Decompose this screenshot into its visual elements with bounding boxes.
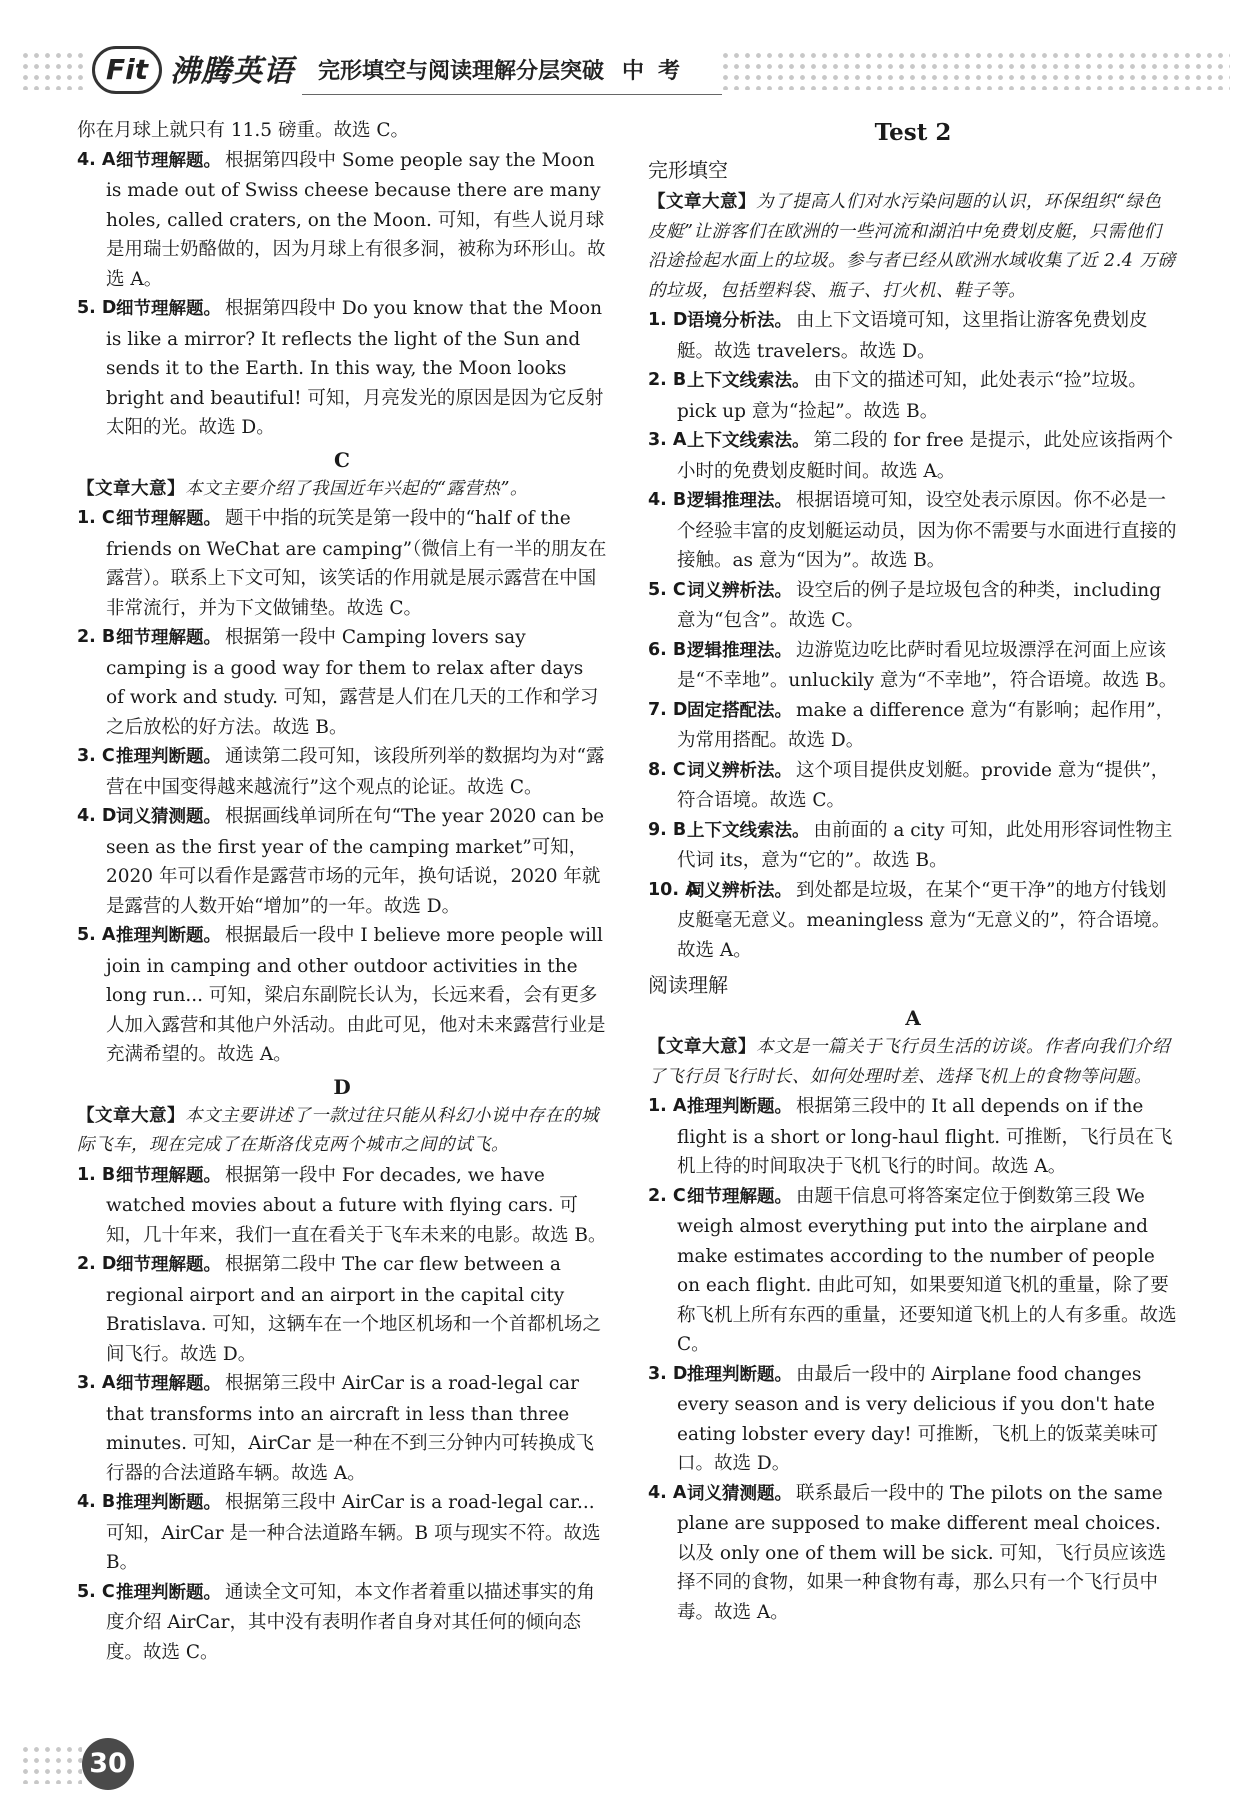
answer-method: 推理判断题。 [116,1582,221,1603]
brand-name: 沸腾英语 [170,54,294,89]
answer-method: 逻辑推理法。 [687,640,792,661]
answer-item [77,146,607,295]
answer-method: 细节理解题。 [116,1374,221,1394]
answer-item [648,816,1178,876]
answer-number: 4. B [77,1492,116,1512]
answer-number: 1. C [77,508,115,528]
answer-item [77,1369,607,1488]
answer-number: 9. B [648,819,687,840]
answer-method: 词义辨析法。 [687,880,792,901]
answer-number: 4. A [77,149,116,170]
answer-number: 2. D [77,1254,117,1274]
answer-item [648,696,1178,756]
answer-number: 3. A [77,1373,116,1393]
answer-method: 推理判断题。 [116,747,221,767]
right-column [648,116,1178,1706]
answer-method: 细节理解题。 [116,628,221,648]
answer-item [77,1250,607,1369]
answer-explanation: 联系最后一段中的 The pilots on the same plane are supposed to make different meal choices. 以及 only one of them will be sick. 可知，飞行员应该选择不同的食物，如果一种食物有毒，那么只有一个飞行员中毒。故选 A。 [677,1482,1167,1623]
answer-item [648,306,1178,366]
header-rule [302,94,722,95]
answer-item [648,756,1178,816]
cloze-answers [648,306,1178,965]
answer-method: 推理判断题。 [687,1364,792,1385]
answer-explanation: make a difference 意为“有影响；起作用”，为常用搭配。故选 D。 [677,699,1175,751]
answer-explanation: 根据第一段中 Camping lovers say camping is a good way for them to relax after days of work and study. 可知，露营是人们在几天的工作和学习之后放松的好方法。故选 B。 [106,627,599,738]
section-a-heading: A [905,1006,921,1030]
answer-item [648,1479,1178,1628]
answer-item [77,294,607,443]
answer-number: 10. A [648,879,699,900]
answer-number: 5. C [77,1581,115,1602]
answer-number: 4. A [648,1482,687,1503]
answer-number: 3. C [77,746,115,766]
answer-number: 1. D [648,310,688,330]
reading-a-summary: 【文章大意】本文是一篇关于飞行员生活的访谈。作者向我们介绍了飞行员飞行时长、如何处理时差、选择飞机上的食物等问题。 [648,1037,1170,1087]
answer-item [77,802,607,921]
answer-explanation: 通读全文可知，本文作者着重以描述事实的角度介绍 AirCar，其中没有表明作者自身对其任何的倾向态度。故选 C。 [106,1581,596,1663]
answer-method: 词义猜测题。 [687,1483,792,1504]
test-title: Test 2 [874,119,952,146]
cloze-summary: 【文章大意】为了提高人们对水污染问题的认识，环保组织“绿色皮艇”让游客们在欧洲的一些河流和湖泊中免费划皮艇，只需他们沿途捡起水面上的垃圾。参与者已经从欧洲水域收集了近 2.4 万磅的垃圾，包括塑料袋、瓶子、打火机、鞋子等。 [648,192,1176,301]
answer-number: 1. B [77,1164,116,1185]
answer-method: 细节理解题。 [116,150,221,171]
answer-item [648,636,1178,696]
book-level: 中考 [622,59,695,84]
book-subtitle [318,56,694,88]
reading-a-answers [648,1092,1178,1627]
section-c-answers [77,504,607,1070]
footer-dot-pattern [20,1744,82,1784]
answer-number: 2. B [648,370,687,390]
answer-explanation: 由上下文语境可知，这里指让游客免费划皮艇。故选 travelers。故选 D。 [677,310,1148,362]
cloze-part-title: 完形填空 [648,158,728,182]
answer-method: 上下文线索法。 [687,431,810,451]
answer-explanation: 由最后一段中的 Airplane food changes every season and is very delicious if you don't hate eating lobster every day! 可推断，飞机上的饭菜美味可口。故选 D。 [677,1363,1159,1474]
answer-explanation: 根据最后一段中 I believe more people will join in camping and other outdoor activities in the long run... 可知，梁启东副院长认为，长远来看，会有更多人加入露营和其他户外活动。由此可见，他对未来露营行业是充满希望的。故选 A。 [106,925,606,1065]
answer-explanation: 到处都是垃圾，在某个“更干净”的地方付钱划皮艇毫无意义。meaningless 意为“无意义的”，符合语境。故选 A。 [677,879,1171,961]
page-number: 30 [82,1738,134,1790]
answer-explanation: 根据语境可知，设空处表示原因。你不必是一个经验丰富的皮划艇运动员，因为你不需要与水面进行直接的接触。as 意为“因为”。故选 B。 [677,490,1177,571]
answer-number: 4. D [77,806,117,826]
answer-explanation: 通读第二段可知，该段所列举的数据均为对“露营在中国变得越来越流行”这个观点的论证。故选 C。 [106,746,605,798]
answer-method: 推理判断题。 [687,1097,792,1117]
answer-number: 5. C [648,579,686,600]
answer-number: 3. A [648,430,687,450]
section-c-summary: 【文章大意】本文主要介绍了我国近年兴起的“露营热”。 [77,478,528,499]
section-d-answers [77,1161,607,1668]
answer-method: 上下文线索法。 [687,371,810,391]
answer-explanation: 根据第三段中 AirCar is a road-legal car that transforms into an aircraft in less than three minutes. 可知，AirCar 是一种在不到三分钟内可转换成飞行器的合法道路车辆。故选 A。 [106,1373,594,1484]
answer-item [77,742,607,802]
answer-explanation: 由下文的描述可知，此处表示“捡”垃圾。pick up 意为“捡起”。故选 B。 [677,370,1147,422]
answer-method: 细节理解题。 [116,1255,221,1275]
header-dot-pattern-right [720,50,1230,90]
reading-part-title: 阅读理解 [648,973,728,997]
answer-item [77,1578,607,1668]
answer-method: 语境分析法。 [687,311,792,331]
answer-method: 词义辨析法。 [687,580,792,601]
page-header [20,40,1230,100]
answer-item [648,1182,1178,1360]
answer-number: 5. A [77,925,116,945]
answer-method: 细节理解题。 [116,509,221,529]
answer-explanation: 题干中指的玩笑是第一段中的“half of the friends on WeChat are camping”（微信上有一半的朋友在露营）。联系上下文可知，该笑话的作用就是展示露营在中国非常流行，并为下文做铺垫。故选 C。 [106,508,607,619]
answer-item [648,1092,1178,1182]
answer-method: 词义辨析法。 [687,760,792,781]
answer-number: 4. B [648,490,687,510]
answer-explanation: 设空后的例子是垃圾包含的种类，including 意为“包含”。故选 C。 [677,579,1162,631]
answer-method: 细节理解题。 [116,1165,221,1186]
answer-method: 逻辑推理法。 [687,491,792,511]
answer-item [648,876,1178,966]
section-d-summary: 【文章大意】本文主要讲述了一款过往只能从科幻小说中存在的城际飞车，现在完成了在斯洛伐克两个城市之间的试飞。 [77,1105,599,1155]
section-b-answers [77,146,607,443]
answer-number: 8. C [648,759,686,780]
answer-explanation: 根据第二段中 The car flew between a regional airport and an airport in the capital city Bratislava. 可知，这辆车在一个地区机场和一个首都机场之间飞行。故选 D。 [106,1254,602,1365]
answer-number: 2. B [77,627,116,647]
answer-item [648,366,1178,426]
answer-explanation: 根据第一段中 For decades, we have watched movies about a future with flying cars. 可知，几十年来，我们一直在看关于飞车未来的电影。故选 B。 [106,1164,607,1246]
answer-number: 2. C [648,1185,686,1206]
answer-item [77,1488,607,1578]
answer-method: 推理判断题。 [116,926,221,946]
answer-method: 细节理解题。 [116,299,221,319]
section-d-heading: D [333,1074,351,1099]
answer-method: 推理判断题。 [116,1493,221,1513]
answer-item [77,623,607,742]
answer-explanation: 根据第四段中 Do you know that the Moon is like a mirror? It reflects the light of the Sun and sends it to the Earth. In this way, the Moon looks bright and beautiful! 可知，月亮发光的原因是因为它反射太阳的光。故选 D。 [106,298,604,438]
fit-logo: Fit [92,46,162,94]
continued-answer: 你在月球上就只有 11.5 磅重。故选 C。 [77,120,409,141]
left-column [77,116,607,1706]
answer-number: 6. B [648,639,687,660]
answer-method: 词义猜测题。 [116,807,221,827]
answer-method: 细节理解题。 [687,1186,792,1207]
answer-explanation: 边游览边吃比萨时看见垃圾漂浮在河面上应该是“不幸地”。unluckily 意为“不幸地”，符合语境。故选 B。 [677,639,1178,691]
answer-number: 3. D [648,1363,688,1384]
answer-number: 5. D [77,298,117,318]
page-footer [20,1736,140,1792]
section-c-heading: C [334,447,350,472]
answer-item [648,486,1178,576]
answer-item [648,426,1178,486]
answer-item [77,921,607,1070]
answer-explanation: 根据第三段中的 It all depends on if the flight is a short or long-haul flight. 可推断，飞行员在飞机上待的时间取决于飞机飞行的时间。故选 A。 [677,1096,1173,1177]
answer-item [648,1360,1178,1479]
answer-explanation: 根据第三段中 AirCar is a road-legal car... 可知，AirCar 是一种合法道路车辆。B 项与现实不符。故选 B。 [106,1492,601,1573]
header-dot-pattern-left [20,50,88,90]
answer-number: 7. D [648,699,688,720]
answer-method: 上下文线索法。 [687,820,810,841]
answer-explanation: 根据画线单词所在句“The year 2020 can be seen as the first year of the camping market”可知，2020 年可以看作是露营市场的元年，换句话说，2020 年就是露营的人数开始“增加”的一年。故选 D。 [106,806,605,917]
answer-method: 固定搭配法。 [687,700,792,721]
answer-item [77,1161,607,1251]
answer-explanation: 由题干信息可将答案定位于倒数第三段 We weigh almost everything put into the airplane and make estimates according to the number of people on each flight. 由此可知，如果要知道飞机的重量，除了要称飞机上所有东西的重量，还要知道飞机上的人有多重。故选 C。 [677,1185,1177,1355]
answer-explanation: 这个项目提供皮划艇。provide 意为“提供”，符合语境。故选 C。 [677,759,1170,811]
book-title: 完形填空与阅读理解分层突破 [318,59,605,84]
answer-explanation: 根据第四段中 Some people say the Moon is made out of Swiss cheese because there are many holes, called craters, on the Moon. 可知，有些人说月球是用瑞士奶酪做的，因为月球上有很多洞，被称为环形山。故选 A。 [106,149,606,290]
answer-item [77,504,607,623]
answer-explanation: 第二段的 for free 是提示，此处应该指两个小时的免费划皮艇时间。故选 A。 [677,430,1174,482]
answer-item [648,576,1178,636]
answer-explanation: 由前面的 a city 可知，此处用形容词性物主代词 its，意为“它的”。故选 B。 [677,819,1173,871]
answer-number: 1. A [648,1096,687,1116]
